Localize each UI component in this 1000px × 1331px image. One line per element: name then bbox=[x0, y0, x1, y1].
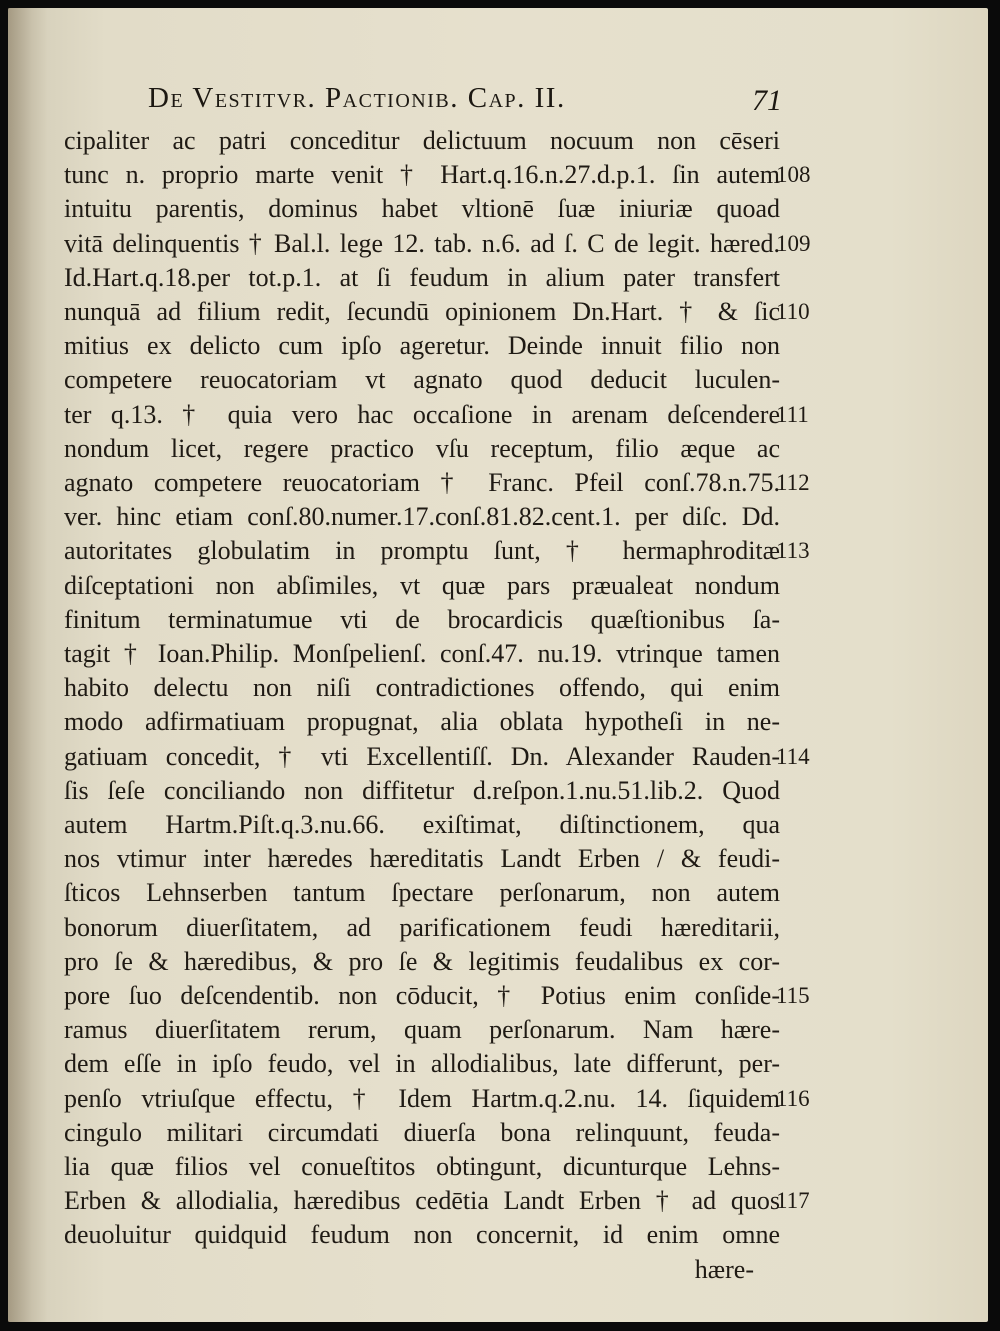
text-line: tagit † Ioan.Philip. Monſpelienſ. conſ.47. nu.19. vtrinque tamen bbox=[64, 639, 780, 668]
margin-note-number: 109 bbox=[776, 230, 811, 256]
text-line: agnato competere reuocatoriam † Franc. Pfeil conſ.78.n.75. bbox=[64, 468, 780, 497]
page-header bbox=[140, 80, 800, 120]
text-line: cingulo militari circumdati diuerſa bona relinquunt, feuda- bbox=[64, 1117, 780, 1147]
text-line: Id.Hart.q.18.per tot.p.1. at ſi feudum in alium pater transfert bbox=[64, 262, 780, 292]
text-line: Erben & allodialia, hæredibus cedētia Landt Erben † ad quos bbox=[64, 1186, 780, 1216]
text-line: penſo vtriuſque effectu, † Idem Hartm.q.2.nu. 14. ſiquidem bbox=[64, 1083, 780, 1113]
text-line: lia quæ filios vel conueſtitos obtingunt, dicunturque Lehns- bbox=[64, 1152, 780, 1181]
text-line: modo adfirmatiuam propugnat, alia oblata hypotheſi in ne- bbox=[64, 707, 780, 737]
text-line: diſceptationi non abſimiles, vt quæ pars præualeat nondum bbox=[64, 570, 780, 600]
text-line: dem eſſe in ipſo feudo, vel in allodialibus, late differunt, per- bbox=[64, 1049, 780, 1079]
margin-note-number: 108 bbox=[776, 162, 811, 188]
text-line: pro ſe & hæredibus, & pro ſe & legitimis feudalibus ex cor- bbox=[64, 946, 780, 976]
page-number: 71 bbox=[752, 84, 782, 117]
body-text bbox=[64, 124, 780, 1284]
text-line: gatiuam concedit, † vti Excellentiſſ. Dn. Alexander Rauden- bbox=[64, 741, 780, 771]
text-line: deuoluitur quidquid feudum non concernit, id enim omne bbox=[64, 1220, 780, 1250]
text-line: competere reuocatoriam vt agnato quod deducit luculen- bbox=[64, 365, 780, 395]
margin-note-number: 113 bbox=[776, 538, 810, 564]
text-line: ramus diuerſitatem rerum, quam perſonarum. Nam hære- bbox=[64, 1015, 780, 1045]
text-line: nondum licet, regere practico vſu receptum, filio æque ac bbox=[64, 433, 780, 463]
margin-note-number: 114 bbox=[776, 743, 810, 769]
margin-note-number: 115 bbox=[776, 983, 810, 1008]
text-line: habito delectu non niſi contradictiones offendo, qui enim bbox=[64, 673, 780, 703]
text-line: finitum terminatumue vti de brocardicis quæſtionibus ſa- bbox=[64, 604, 780, 634]
text-line: autoritates globulatim in promptu ſunt, † hermaphroditæ bbox=[64, 536, 780, 566]
margin-note-number: 110 bbox=[776, 299, 810, 324]
margin-note-number: 111 bbox=[776, 401, 809, 427]
text-line: pore ſuo deſcendentib. non cōducit, † Potius enim conſide- bbox=[64, 981, 780, 1010]
text-line: vitā delinquentis † Bal.l. lege 12. tab. n.6. ad ſ. C de legit. hæred. bbox=[64, 228, 780, 258]
page-gutter-shadow bbox=[8, 8, 48, 1322]
text-line: ver. hinc etiam conſ.80.numer.17.conſ.81.82.cent.1. per diſc. Dd. bbox=[64, 502, 780, 532]
margin-note-number: 112 bbox=[776, 470, 810, 495]
text-line: ſis ſeſe conciliando non diffitetur d.reſpon.1.nu.51.lib.2. Quod bbox=[64, 775, 780, 805]
text-line: ter q.13. † quia vero hac occaſione in arenam deſcendere bbox=[64, 399, 780, 429]
text-line: hære- bbox=[694, 1254, 754, 1284]
text-line: autem Hartm.Piſt.q.3.nu.66. exiſtimat, diſtinctionem, qua bbox=[64, 810, 780, 839]
text-line: nos vtimur inter hæredes hæreditatis Landt Erben / & feudi- bbox=[64, 844, 780, 874]
margin-note-number: 116 bbox=[776, 1085, 810, 1111]
text-line: bonorum diuerſitatem, ad parificationem feudi hæreditarii, bbox=[64, 912, 780, 942]
margin-note-number: 117 bbox=[776, 1188, 810, 1214]
running-title: De Vestitvr. Pactionib. Cap. II. bbox=[148, 82, 566, 114]
text-line: cipaliter ac patri conceditur delictuum nocuum non cēseri bbox=[64, 126, 780, 155]
text-line: ſticos Lehnserben tantum ſpectare perſonarum, non autem bbox=[64, 878, 780, 908]
text-line: mitius ex delicto cum ipſo ageretur. Deinde innuit filio non bbox=[64, 331, 780, 361]
text-line: tunc n. proprio marte venit † Hart.q.16.n.27.d.p.1. ſin autem bbox=[64, 160, 780, 190]
text-line: nunquā ad filium redit, ſecundū opinionem Dn.Hart. † & ſic bbox=[64, 297, 780, 326]
text-line: intuitu parentis, dominus habet vltionē ſuæ iniuriæ quoad bbox=[64, 194, 780, 224]
